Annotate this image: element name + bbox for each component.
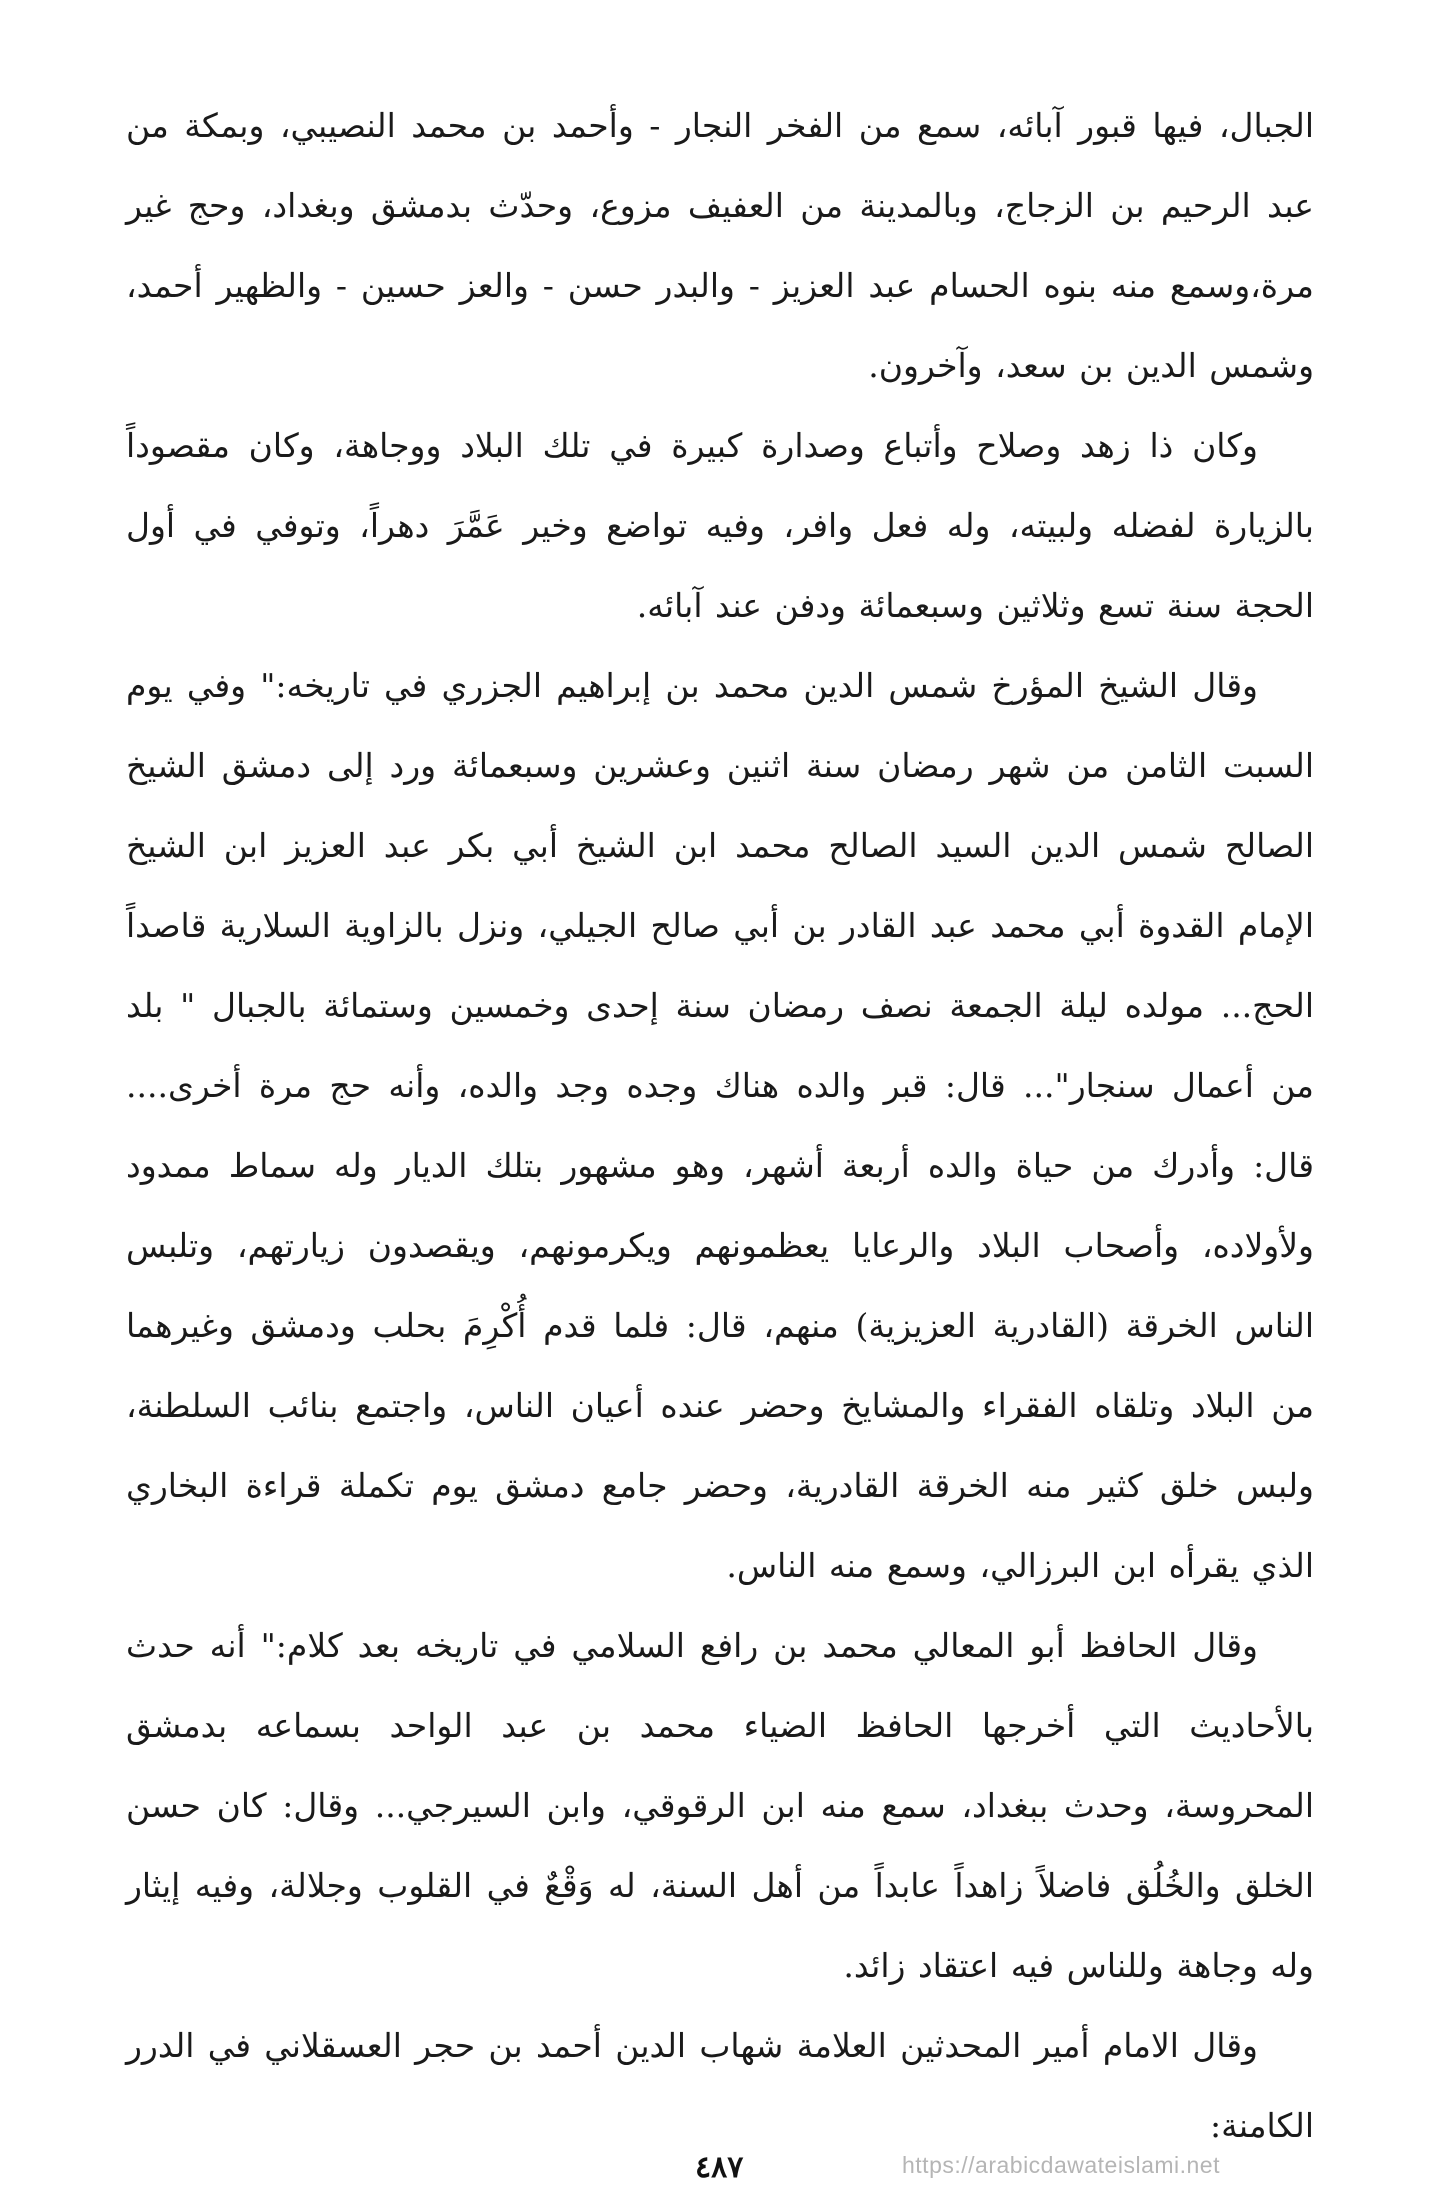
page-footer (0, 2150, 1454, 2188)
page-body (126, 86, 1314, 2166)
paragraph-5: وقال الامام أمير المحدثين العلامة شهاب الدين أحمد بن حجر العسقلاني في الدرر الكامنة: (126, 2026, 1314, 2145)
watermark-url: https://arabicdawateislami.net (902, 2152, 1220, 2178)
paragraph-4: وقال الحافظ أبو المعالي محمد بن رافع السلامي في تاريخه بعد كلام:" أنه حدث بالأحاديث التي أخرجها الحافظ الضياء محمد بن عبد الواحد بسماعه بدمشق المحروسة، وحدث ببغداد، سمع منه ابن الرقوقي، وابن السيرجي... وقال: كان حسن الخلق والخُلُق فاضلاً زاهداً عابداً من أهل السنة، له وَقْعٌ في القلوب وجلالة، وفيه إيثار وله وجاهة وللناس فيه اعتقاد زائد. (126, 1626, 1314, 1985)
paragraph-1: الجبال، فيها قبور آبائه، سمع من الفخر النجار - وأحمد بن محمد النصيبي، وبمكة من عبد الرحيم بن الزجاج، وبالمدينة من العفيف مزوع، وحدّث بدمشق وبغداد، وحج غير مرة،وسمع منه بنوه الحسام عبد العزيز - والبدر حسن - والعز حسين - والظهير أحمد، وشمس الدين بن سعد، وآخرون. (126, 106, 1314, 385)
body-text (126, 86, 1314, 2166)
paragraph-2: وكان ذا زهد وصلاح وأتباع وصدارة كبيرة في تلك البلاد ووجاهة، وكان مقصوداً بالزيارة لفضله ولبيته، وله فعل وافر، وفيه تواضع وخير عَمَّرَ دهراً، وتوفي في أول الحجة سنة تسع وثلاثين وسبعمائة ودفن عند آبائه. (126, 426, 1314, 625)
paragraph-3: وقال الشيخ المؤرخ شمس الدين محمد بن إبراهيم الجزري في تاريخه:" وفي يوم السبت الثامن من شهر رمضان سنة اثنين وعشرين وسبعمائة ورد إلى دمشق الشيخ الصالح شمس الدين السيد الصالح محمد ابن الشيخ أبي بكر عبد العزيز ابن الشيخ الإمام القدوة أبي محمد عبد القادر بن أبي صالح الجيلي، ونزل بالزاوية السلارية قاصداً الحج... مولده ليلة الجمعة نصف رمضان سنة إحدى وخمسين وستمائة بالجبال " بلد من أعمال سنجار"... قال: قبر والده هناك وجده وجد والده، وأنه حج مرة أخرى.... قال: وأدرك من حياة والده أربعة أشهر، وهو مشهور بتلك الديار وله سماط ممدود ولأولاده، وأصحاب البلاد والرعايا يعظمونهم ويكرمونهم، ويقصدون زيارتهم، وتلبس الناس الخرقة (القادرية العزيزية) منهم، قال: فلما قدم أُكْرِمَ بحلب ودمشق وغيرهما من البلاد وتلقاه الفقراء والمشايخ وحضر عنده أعيان الناس، واجتمع بنائب السلطنة، ولبس خلق كثير منه الخرقة القادرية، وحضر جامع دمشق يوم تكملة قراءة البخاري الذي يقرأه ابن البرزالي، وسمع منه الناس. (126, 666, 1314, 1585)
page-number: ٤٨٧ (695, 2150, 744, 2185)
